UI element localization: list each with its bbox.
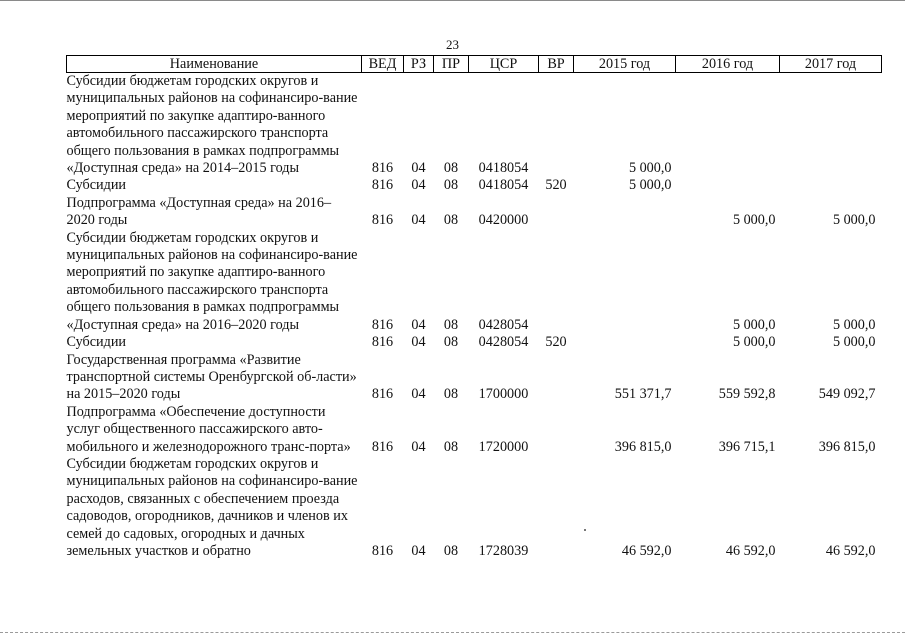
row-amount-2015 <box>574 230 676 334</box>
row-amount-2016 <box>676 177 780 194</box>
header-2015: 2015 год <box>574 56 676 73</box>
row-rz: 04 <box>411 334 426 351</box>
row-amount-2015 <box>574 195 676 230</box>
row-amount-2015: 5 000,0 <box>628 177 672 194</box>
header-name: Наименование <box>67 56 362 73</box>
row-ved: 816 <box>371 438 394 455</box>
table-row <box>67 177 882 194</box>
row-vr <box>539 456 574 560</box>
row-amount-2016: 5 000,0 <box>732 316 776 333</box>
row-pr: 08 <box>443 160 459 177</box>
row-amount-2015: 46 592,0 <box>621 542 672 559</box>
row-amount-2016: 5 000,0 <box>732 334 776 351</box>
header-csr: ЦСР <box>469 56 539 73</box>
row-amount-2017: 5 000,0 <box>832 316 876 333</box>
row-amount-2015: 396 815,0 <box>614 438 672 455</box>
row-amount-2017: 396 815,0 <box>818 438 876 455</box>
row-vr <box>539 73 574 178</box>
row-csr: 1720000 <box>478 438 529 455</box>
row-name: Подпрограмма «Обеспечение доступности услуг общественного пассажирского авто-мобильного и железнодорожного транс-порта» <box>66 403 351 455</box>
row-rz: 04 <box>411 438 426 455</box>
table-row <box>67 73 882 178</box>
row-pr: 08 <box>443 542 459 559</box>
row-csr: 0428054 <box>478 316 529 333</box>
row-name: Субсидии бюджетам городских округов и муниципальных районов на софинансиро-вание мероприятий по закупке адаптиро-ванного автомобильного пассажирского транспорта общего пользования в рамках подпрограммы «Доступная среда» на 2014–2015 годы <box>66 73 358 177</box>
row-rz: 04 <box>411 212 426 229</box>
header-pr: ПР <box>434 56 469 73</box>
table-row <box>67 230 882 334</box>
row-pr: 08 <box>443 438 459 455</box>
row-amount-2016: 559 592,8 <box>718 386 776 403</box>
table-row <box>67 334 882 351</box>
row-vr <box>539 230 574 334</box>
row-amount-2016: 396 715,1 <box>718 438 776 455</box>
scan-speck <box>584 529 586 531</box>
row-amount-2017: 46 592,0 <box>825 542 876 559</box>
row-vr <box>539 404 574 456</box>
row-pr: 08 <box>443 334 459 351</box>
row-name: Субсидии <box>66 334 127 351</box>
row-csr: 0420000 <box>478 212 529 229</box>
row-amount-2017 <box>780 177 882 194</box>
row-pr: 08 <box>443 386 459 403</box>
row-amount-2017: 5 000,0 <box>832 212 876 229</box>
row-amount-2016: 5 000,0 <box>732 212 776 229</box>
row-csr: 0428054 <box>478 334 529 351</box>
row-csr: 0418054 <box>478 177 529 194</box>
row-amount-2017: 5 000,0 <box>832 334 876 351</box>
row-name: Субсидии бюджетам городских округов и муниципальных районов на софинансиро-вание мероприятий по закупке адаптиро-ванного автомобильного пассажирского транспорта общего пользования в рамках подпрограммы «Доступная среда» на 2016–2020 годы <box>66 229 358 333</box>
row-ved: 816 <box>371 160 394 177</box>
row-rz: 04 <box>411 542 426 559</box>
row-amount-2015: 5 000,0 <box>628 160 672 177</box>
row-amount-2016 <box>676 73 780 178</box>
row-amount-2015: 551 371,7 <box>614 386 672 403</box>
row-pr: 08 <box>443 316 459 333</box>
row-csr: 1728039 <box>478 542 529 559</box>
row-rz: 04 <box>411 316 426 333</box>
header-2016: 2016 год <box>676 56 780 73</box>
row-ved: 816 <box>371 316 394 333</box>
scan-top-edge <box>0 0 905 4</box>
header-2017: 2017 год <box>780 56 882 73</box>
budget-table <box>66 55 882 560</box>
row-pr: 08 <box>443 177 459 194</box>
row-amount-2017 <box>780 73 882 178</box>
table-row <box>67 352 882 404</box>
row-ved: 816 <box>371 212 394 229</box>
page-number: 23 <box>446 37 459 52</box>
row-vr <box>539 352 574 404</box>
header-rz: РЗ <box>404 56 434 73</box>
row-ved: 816 <box>371 386 394 403</box>
table-row <box>67 404 882 456</box>
row-amount-2017: 549 092,7 <box>818 386 876 403</box>
row-pr: 08 <box>443 212 459 229</box>
row-name: Субсидии <box>66 177 127 194</box>
row-amount-2015 <box>574 334 676 351</box>
row-vr <box>539 195 574 230</box>
row-rz: 04 <box>411 177 426 194</box>
row-ved: 816 <box>371 177 394 194</box>
row-csr: 1700000 <box>478 386 529 403</box>
row-amount-2016: 46 592,0 <box>725 542 776 559</box>
row-vr: 520 <box>545 334 567 351</box>
table-header-row <box>67 56 882 73</box>
header-vr: ВР <box>539 56 574 73</box>
row-name: Подпрограмма «Доступная среда» на 2016–2020 годы <box>66 194 332 229</box>
table-row <box>67 456 882 560</box>
table-row <box>67 195 882 230</box>
row-rz: 04 <box>411 386 426 403</box>
row-ved: 816 <box>371 334 394 351</box>
row-ved: 816 <box>371 542 394 559</box>
row-rz: 04 <box>411 160 426 177</box>
row-name: Государственная программа «Развитие транспортной системы Оренбургской об-ласти» на 2015–2020 годы <box>66 351 357 403</box>
row-vr: 520 <box>545 177 567 194</box>
header-ved: ВЕД <box>362 56 404 73</box>
row-csr: 0418054 <box>478 160 529 177</box>
row-name: Субсидии бюджетам городских округов и муниципальных районов на софинансиро-вание расходов, связанных с обеспечением проезда садоводов, огородников, дачников и членов их семей до садовых, огородных и дачных земельных участков и обратно <box>66 455 358 559</box>
